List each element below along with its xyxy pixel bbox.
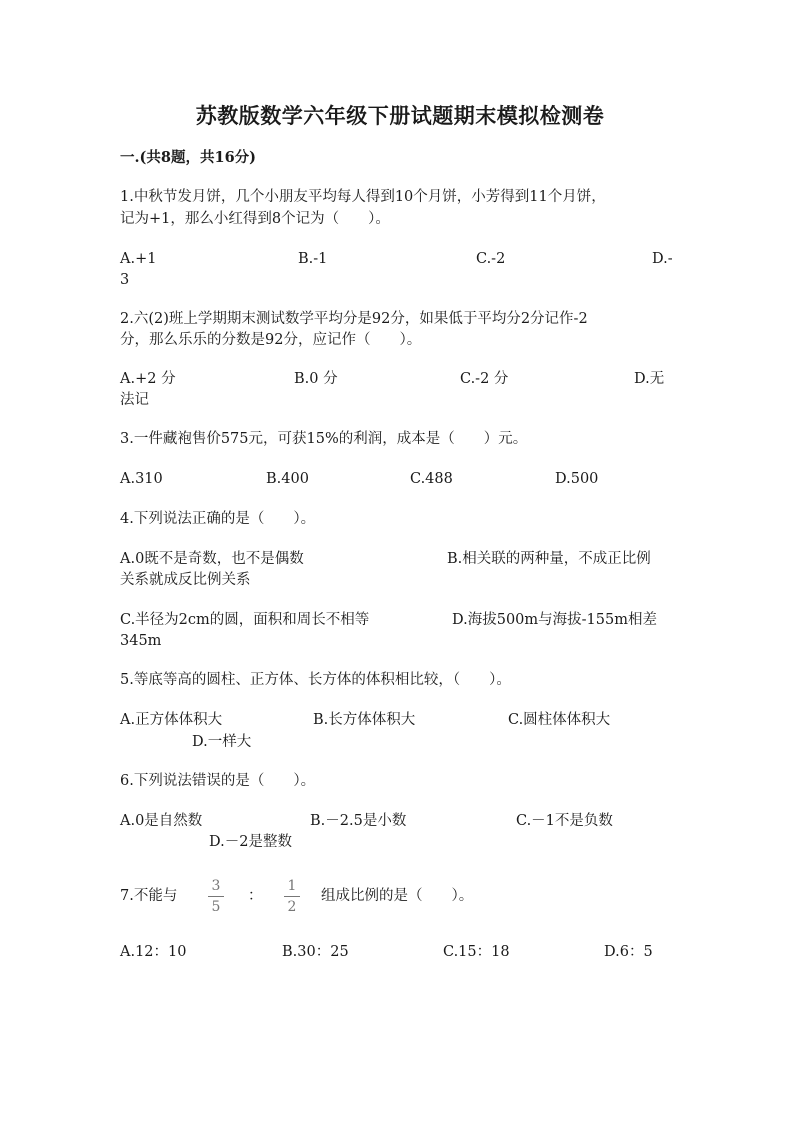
question-1-option-d: D.-: [652, 251, 673, 267]
question-5-option-d: D.一样大: [192, 734, 252, 750]
fraction-numerator: 3: [211, 878, 221, 894]
question-2-option-c: C.-2 分: [460, 371, 509, 387]
question-6-option-b: B.－2.5是小数: [310, 813, 407, 829]
question-1-option-a: A.+1: [120, 251, 157, 267]
question-1-option-c: C.-2: [476, 251, 506, 267]
question-7-option-c: C.15：18: [443, 944, 510, 960]
question-2-text: 2.六(2)班上学期期末测试数学平均分是92分，如果低于平均分2分记作-2: [120, 311, 588, 327]
question-5-text: 5.等底等高的圆柱、正方体、长方体的体积相比较，（ ）。: [120, 672, 511, 688]
fraction-three-fifths: [208, 878, 224, 915]
question-2-option-a: A.+2 分: [120, 371, 176, 387]
question-5-option-b: B.长方体体积大: [313, 712, 416, 728]
question-2-option-d-cont: 法记: [120, 392, 149, 408]
ratio-colon: ：: [248, 888, 263, 904]
question-1-text: 1.中秋节发月饼，几个小朋友平均每人得到10个月饼，小芳得到11个月饼，: [120, 189, 606, 205]
question-4-option-d: D.海拔500m与海拔-155m相差: [452, 612, 657, 628]
question-2-option-d: D.无: [634, 371, 665, 387]
question-4-text: 4.下列说法正确的是（ ）。: [120, 511, 316, 527]
question-7-option-a: A.12：10: [120, 944, 187, 960]
fraction-denominator: 2: [287, 899, 297, 915]
fraction-one-half: [284, 878, 300, 915]
question-3-text: 3.一件藏袍售价575元，可获15%的利润，成本是（ ）元。: [120, 431, 528, 447]
question-7-text-cont: 组成比例的是（ ）。: [321, 888, 474, 904]
question-3-option-b: B.400: [266, 471, 309, 487]
question-6-option-a: A.0是自然数: [120, 813, 203, 829]
question-6-option-c: C.－1不是负数: [516, 813, 613, 829]
question-2-option-b: B.0 分: [294, 371, 338, 387]
page-title: 苏教版数学六年级下册试题期末模拟检测卷: [195, 103, 605, 128]
question-4-option-c: C.半径为2cm的圆，面积和周长不相等: [120, 612, 370, 628]
question-1-option-d-cont: 3: [120, 272, 130, 288]
question-5-option-a: A.正方体体积大: [120, 712, 223, 728]
question-7-option-d: D.6：5: [604, 944, 653, 960]
question-4-option-b: B.相关联的两种量，不成正比例: [447, 551, 651, 567]
question-3-option-c: C.488: [410, 471, 453, 487]
question-7-option-b: B.30：25: [282, 944, 349, 960]
question-3-option-a: A.310: [120, 471, 163, 487]
question-4-option-a: A.0既不是奇数，也不是偶数: [120, 551, 304, 567]
question-2-text-cont: 分，那么乐乐的分数是92分，应记作（ ）。: [120, 332, 422, 348]
question-4-option-b-cont: 关系就成反比例关系: [120, 572, 251, 588]
question-3-option-d: D.500: [555, 471, 599, 487]
fraction-bar: [284, 896, 300, 897]
question-6-text: 6.下列说法错误的是（ ）。: [120, 773, 316, 789]
question-1-option-b: B.-1: [298, 251, 328, 267]
fraction-denominator: 5: [211, 899, 221, 915]
question-4-option-d-cont: 345m: [120, 633, 162, 649]
question-7-text: 7.不能与: [120, 888, 178, 904]
question-1-text-cont: 记为+1，那么小红得到8个记为（ ）。: [120, 211, 390, 227]
question-5-option-c: C.圆柱体体积大: [508, 712, 611, 728]
fraction-bar: [208, 896, 224, 897]
fraction-numerator: 1: [287, 878, 297, 894]
section-heading: 一.(共8题，共16分): [120, 149, 257, 166]
question-6-option-d: D.－2是整数: [209, 834, 292, 850]
